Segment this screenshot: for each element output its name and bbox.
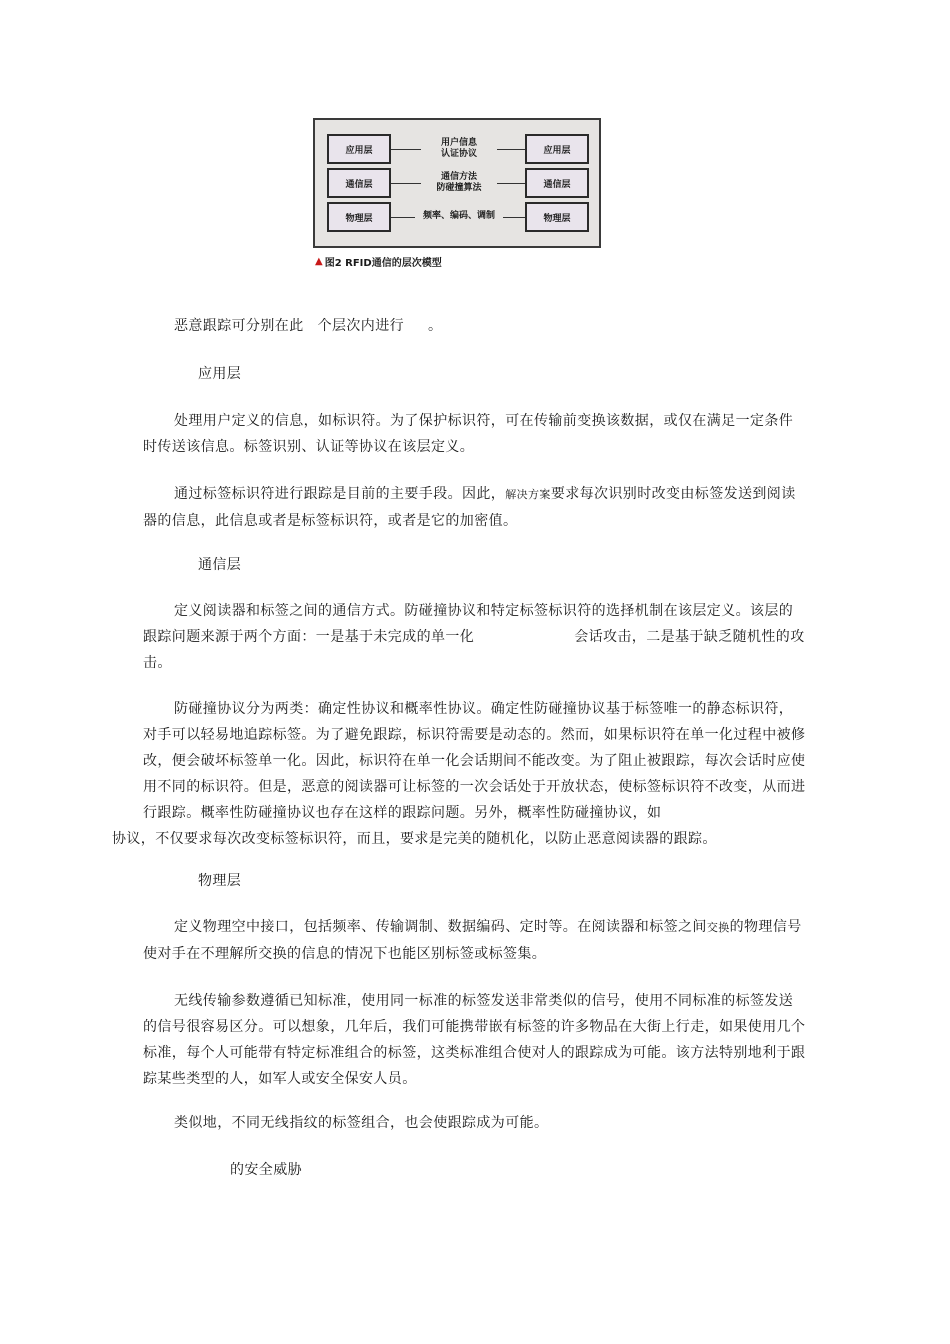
left-application-box: 应用层 bbox=[327, 134, 391, 164]
triangle-marker-icon: ▲ bbox=[315, 256, 323, 267]
middle-label-line: 用户信息 bbox=[440, 138, 477, 148]
paragraph-text-small: 交换 bbox=[706, 921, 730, 934]
intro-text-b: 个层次内进行 bbox=[317, 318, 405, 334]
application-paragraph-1: 处理用户定义的信息，如标识符。为了保护标识符，可在传输前变换该数据，或仅在满足一定条件时传送该信息。标签识别、认证等协议在该层定义。 bbox=[143, 413, 794, 455]
right-communication-box: 通信层 bbox=[525, 168, 589, 198]
physical-paragraph-1 bbox=[143, 914, 807, 967]
intro-paragraph bbox=[174, 313, 838, 339]
left-communication-box: 通信层 bbox=[327, 168, 391, 198]
layer-model-figure bbox=[313, 118, 601, 248]
final-heading: 的安全威胁 bbox=[230, 1162, 302, 1178]
communication-paragraph-2 bbox=[112, 696, 807, 852]
section-heading-application: 应用层 bbox=[198, 366, 242, 382]
physical-paragraph-2: 无线传输参数遵循已知标准，使用同一标准的标签发送非常类似的信号，使用不同标准的标签发送的信号很容易区分。可以想象，几年后，我们可能携带嵌有标签的许多物品在大街上行走，如果使用几个标准，每个人可能带有特定标准组合的标签，这类标准组合使对人的跟踪成为可能。该方法特别地利于跟踪某些类型的人，如军人或安全保安人员。 bbox=[143, 993, 806, 1087]
intro-text-c: 。 bbox=[428, 318, 443, 334]
left-physical-box: 物理层 bbox=[327, 202, 391, 232]
intro-text-a: 恶意跟踪可分别在此 bbox=[174, 318, 304, 334]
paragraph-text-small: 解决方案 bbox=[505, 488, 551, 501]
paragraph-text: 定义阅读器和标签之间的通信方式。防碰撞协议和特定标签标识符的选择机制在该层定义。该层的跟踪问题来源于两个方面：一是基于未完成的单一化 bbox=[143, 603, 794, 645]
paragraph-text: 协议，不仅要求每次改变标签标识符，而且，要求是完美的随机化，以防止恶意阅读器的跟踪。 bbox=[112, 831, 717, 847]
physical-paragraph-3: 类似地，不同无线指纹的标签组合，也会使跟踪成为可能。 bbox=[174, 1115, 549, 1131]
communication-paragraph-1 bbox=[143, 598, 807, 676]
paragraph-text: 通过标签标识符进行跟踪是目前的主要手段。因此， bbox=[174, 486, 506, 502]
right-physical-box: 物理层 bbox=[525, 202, 589, 232]
paragraph-text: 要求每次识别时改变由标签发送到阅读器的信息，此信息或者是标签标识符，或者是它的加密值。 bbox=[143, 486, 796, 529]
figure-caption bbox=[315, 254, 442, 269]
middle-label-line: 频率、编码、调制 bbox=[422, 211, 495, 221]
right-application-box: 应用层 bbox=[525, 134, 589, 164]
middle-label-line: 通信方法 bbox=[440, 172, 477, 182]
section-heading-physical: 物理层 bbox=[198, 873, 242, 889]
middle-label-communication bbox=[421, 172, 497, 194]
paragraph-text: 的物理信号使对手在不理解所交换的信息的情况下也能区别标签或标签集。 bbox=[143, 919, 802, 962]
paragraph-text: 防碰撞协议分为两类：确定性协议和概率性协议。确定性防碰撞协议基于标签唯一的静态标识符，对手可以轻易地追踪标签。为了避免跟踪，标识符需要是动态的。然而，如果标识符在单一化过程中被修改，便会破坏标签单一化。因此，标识符在单一化会话期间不能改变。为了阻止被跟踪，每次会话时应使用不同的标识符。但是，恶意的阅读器可让标签的一次会话处于开放状态，使标签标识符不改变，从而进行跟踪。概率性防碰撞协议也存在这样的跟踪问题。另外，概率性防碰撞协议，如 bbox=[143, 701, 806, 821]
middle-label-line: 防碰撞算法 bbox=[436, 183, 482, 193]
application-paragraph-2 bbox=[143, 481, 807, 534]
middle-label-application bbox=[421, 138, 497, 160]
paragraph-text: 会话攻击，二是基于缺乏随机性的攻击。 bbox=[143, 629, 805, 671]
figure-caption-text: 图2 RFID通信的层次模型 bbox=[324, 258, 442, 269]
middle-label-physical bbox=[415, 211, 503, 222]
paragraph-text: 定义物理空中接口，包括频率、传输调制、数据编码、定时等。在阅读器和标签之间 bbox=[174, 919, 707, 935]
middle-label-line: 认证协议 bbox=[440, 149, 477, 159]
section-heading-communication: 通信层 bbox=[198, 557, 242, 573]
